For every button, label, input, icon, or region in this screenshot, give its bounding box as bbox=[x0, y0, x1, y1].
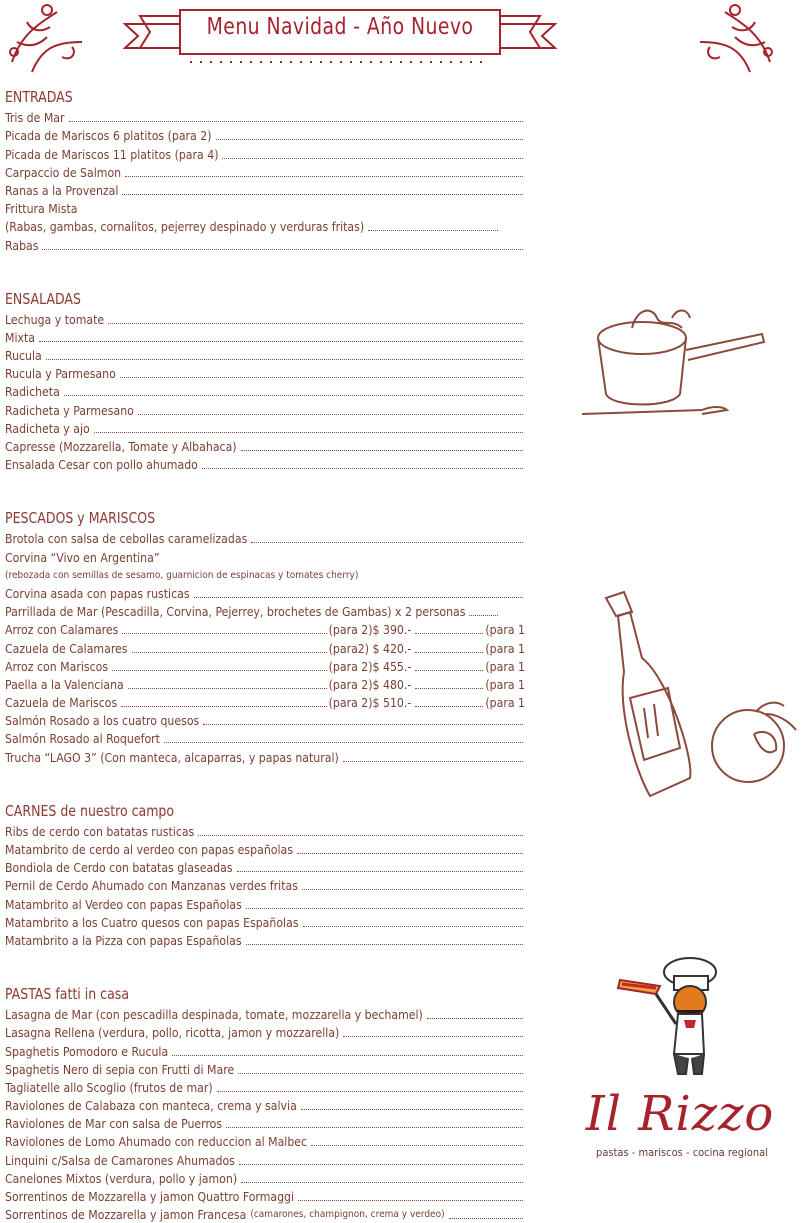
menu-item-name: Rucula bbox=[5, 349, 42, 364]
section-spacer bbox=[5, 949, 525, 983]
menu-item-price: (para2) $ 420.- bbox=[328, 641, 412, 656]
leader-dots bbox=[46, 359, 523, 360]
menu-item-name: Canelones Mixtos (verdura, pollo y jamon) bbox=[5, 1171, 238, 1186]
section-spacer bbox=[5, 473, 525, 507]
menu-item bbox=[5, 1096, 525, 1114]
menu-item-name: Cazuela de Calamares bbox=[5, 641, 128, 656]
menu-item-portion: (para 1 bbox=[485, 641, 525, 656]
menu-item bbox=[5, 675, 525, 693]
menu-item-name: Ranas a la Provenzal bbox=[5, 183, 119, 198]
menu-item bbox=[5, 400, 525, 418]
menu-item-name: Salmón Rosado a los cuatro quesos bbox=[5, 714, 200, 729]
section-title: PESCADOS y MARISCOS bbox=[5, 509, 156, 528]
leader-dots bbox=[251, 542, 523, 543]
leader-dots bbox=[64, 395, 523, 396]
menu-item-price: (para 2)$ 480.- bbox=[328, 677, 412, 692]
cooking-pot-illustration bbox=[582, 298, 772, 433]
leader-dots bbox=[241, 450, 523, 451]
menu-item-name: Raviolones de Lomo Ahumado con reduccion al Malbec bbox=[5, 1135, 308, 1150]
ornament-icon bbox=[690, 2, 780, 82]
menu-item-price: (para 2)$ 510.- bbox=[328, 696, 412, 711]
menu-item-name: Corvina “Vivo en Argentina” bbox=[5, 550, 160, 565]
leader-dots bbox=[216, 139, 523, 140]
leader-dots bbox=[241, 1182, 523, 1183]
leader-dots bbox=[298, 1200, 523, 1201]
menu-item bbox=[5, 822, 525, 840]
leader-dots bbox=[343, 1036, 523, 1037]
leader-dots bbox=[39, 341, 523, 342]
menu-item-name: Spaghetis Pomodoro e Rucula bbox=[5, 1044, 169, 1059]
menu-item bbox=[5, 346, 525, 364]
menu-item-name: Radicheta bbox=[5, 385, 60, 400]
leader-dots bbox=[122, 633, 326, 634]
leader-dots bbox=[122, 194, 523, 195]
menu-section bbox=[5, 983, 525, 1223]
menu-item-name: Matambrito a la Pizza con papas Españolas bbox=[5, 933, 242, 948]
leader-dots bbox=[238, 1073, 523, 1074]
leader-dots bbox=[415, 688, 483, 689]
menu-item-name: Picada de Mariscos 11 platitos (para 4) bbox=[5, 147, 219, 162]
section-spacer bbox=[5, 766, 525, 800]
leader-dots bbox=[112, 670, 327, 671]
menu-item bbox=[5, 876, 525, 894]
leader-dots bbox=[194, 597, 523, 598]
leader-dots bbox=[120, 377, 523, 378]
logo-name: Il Rizzo bbox=[585, 1086, 775, 1142]
leader-dots bbox=[222, 158, 523, 159]
leader-dots bbox=[368, 230, 498, 231]
section-title: CARNES de nuestro campo bbox=[5, 801, 175, 820]
leader-dots bbox=[217, 1091, 523, 1092]
menu-item-name: Salmón Rosado al Roquefort bbox=[5, 732, 160, 747]
tomato-illustration bbox=[706, 694, 804, 786]
menu-item bbox=[5, 217, 500, 235]
menu-item bbox=[5, 455, 525, 473]
menu-item-name: Paella a la Valenciana bbox=[5, 677, 124, 692]
menu-item-name: Arroz con Mariscos bbox=[5, 659, 109, 674]
menu-item bbox=[5, 566, 525, 584]
leader-dots bbox=[172, 1055, 523, 1056]
leader-dots bbox=[415, 652, 483, 653]
menu-item bbox=[5, 711, 525, 729]
menu-item bbox=[5, 1005, 525, 1023]
menu-item bbox=[5, 328, 525, 346]
menu-item-name: Brotola con salsa de cebollas caramelizadas bbox=[5, 532, 248, 547]
leader-dots bbox=[449, 1218, 523, 1219]
menu-item-name: Rabas bbox=[5, 238, 39, 253]
leader-dots bbox=[415, 633, 483, 634]
menu-item bbox=[5, 1060, 525, 1078]
menu-item bbox=[5, 747, 525, 765]
leader-dots bbox=[203, 724, 523, 725]
leader-dots bbox=[301, 1109, 523, 1110]
menu-item-name: Parrillada de Mar (Pescadilla, Corvina, Pejerrey, brochetes de Gambas) x 2 personas bbox=[5, 605, 466, 620]
menu-item-name: Linquini c/Salsa de Camarones Ahumados bbox=[5, 1153, 235, 1168]
menu-item bbox=[5, 729, 525, 747]
leader-dots bbox=[311, 1145, 523, 1146]
menu-section bbox=[5, 86, 525, 254]
menu-item-name: Matambrito a los Cuatro quesos con papas Españolas bbox=[5, 915, 299, 930]
menu-item bbox=[5, 382, 525, 400]
section-title: PASTAS fatti in casa bbox=[5, 984, 130, 1003]
menu-item-name: Spaghetis Nero di sepia con Frutti di Mare bbox=[5, 1062, 235, 1077]
leader-dots bbox=[246, 908, 523, 909]
menu-item bbox=[5, 931, 525, 949]
leader-dots bbox=[121, 706, 326, 707]
menu-item-name: Matambrito de cerdo al verdeo con papas españolas bbox=[5, 843, 293, 857]
menu-item-name: Radicheta y Parmesano bbox=[5, 403, 134, 418]
leader-dots bbox=[237, 871, 523, 872]
menu-item bbox=[5, 437, 525, 455]
menu-item bbox=[5, 1041, 525, 1059]
menu-item bbox=[5, 163, 525, 181]
menu-item bbox=[5, 1205, 525, 1223]
leader-dots bbox=[297, 853, 523, 854]
menu-item-name: Corvina asada con papas rusticas bbox=[5, 586, 190, 601]
menu-item-portion: (para 1 bbox=[485, 677, 525, 692]
menu-item-price: (para 2)$ 390.- bbox=[328, 623, 412, 638]
leader-dots bbox=[302, 889, 523, 890]
menu-item bbox=[5, 126, 525, 144]
leader-dots bbox=[164, 742, 523, 743]
menu-item bbox=[5, 584, 525, 602]
leader-dots bbox=[239, 1164, 523, 1165]
menu-item bbox=[5, 620, 525, 638]
menu-item-name: Lechuga y tomate bbox=[5, 312, 105, 327]
menu-item bbox=[5, 235, 525, 253]
leader-dots bbox=[138, 414, 523, 415]
wine-bottle-illustration bbox=[598, 588, 708, 800]
leader-dots bbox=[303, 926, 523, 927]
menu-item bbox=[5, 1150, 525, 1168]
menu-item-name: Carpaccio de Salmon bbox=[5, 165, 122, 180]
menu-item-portion: (para 1 bbox=[485, 696, 525, 711]
leader-dots bbox=[132, 652, 327, 653]
menu-item bbox=[5, 840, 525, 858]
menu-item-name: Rucula y Parmesano bbox=[5, 367, 116, 382]
menu-section bbox=[5, 800, 525, 949]
menu-item-note: (camarones, champignon, crema y verdeo) bbox=[250, 1209, 445, 1221]
menu-item-name: Raviolones de Mar con salsa de Puerros bbox=[5, 1117, 223, 1132]
section-title: ENTRADAS bbox=[5, 88, 73, 106]
page-title: Menu Navidad - Año Nuevo bbox=[206, 14, 474, 40]
menu-item-name: Ribs de cerdo con batatas rusticas bbox=[5, 824, 195, 839]
menu-item bbox=[5, 1169, 525, 1187]
menu-item-portion: (para 1 bbox=[485, 623, 525, 638]
leader-dots bbox=[226, 1127, 523, 1128]
menu-item-name: Ensalada Cesar con pollo ahumado bbox=[5, 458, 198, 473]
menu-item-name: Tris de Mar bbox=[5, 111, 65, 126]
menu-item-name: Capresse (Mozzarella, Tomate y Albahaca) bbox=[5, 440, 237, 454]
menu-item-name: Matambrito al Verdeo con papas Españolas bbox=[5, 897, 242, 912]
menu-item bbox=[5, 894, 525, 912]
menu-item bbox=[5, 1023, 525, 1041]
menu-item bbox=[5, 602, 500, 620]
menu-item-name: Trucha “LAGO 3” (Con manteca, alcaparras, y papas natural) bbox=[5, 750, 339, 765]
leader-dots bbox=[427, 1018, 523, 1019]
leader-dots bbox=[246, 944, 523, 945]
menu-item bbox=[5, 858, 525, 876]
menu-item bbox=[5, 1078, 525, 1096]
leader-dots bbox=[198, 835, 523, 836]
menu-item-name: Lasagna de Mar (con pescadilla despinada, tomate, mozzarella y bechamel) bbox=[5, 1008, 423, 1023]
menu-item bbox=[5, 693, 525, 711]
menu-item-name: Pernil de Cerdo Ahumado con Manzanas verdes fritas bbox=[5, 879, 298, 894]
menu-item bbox=[5, 638, 525, 656]
menu-item-name: Arroz con Calamares bbox=[5, 623, 119, 638]
leader-dots bbox=[343, 761, 523, 762]
ornament-icon bbox=[2, 2, 92, 82]
leader-dots bbox=[108, 323, 523, 324]
menu-item bbox=[5, 1132, 525, 1150]
menu-item bbox=[5, 529, 525, 547]
menu-item-name: Raviolones de Calabaza con manteca, crema y salvia bbox=[5, 1099, 297, 1114]
menu-item-name: Frittura Mista bbox=[5, 202, 78, 217]
menu-item bbox=[5, 181, 525, 199]
leader-dots bbox=[202, 468, 523, 469]
menu-item-name: Lasagna Rellena (verdura, pollo, ricotta, jamon y mozzarella) bbox=[5, 1026, 340, 1041]
menu-item-price: (para 2)$ 455.- bbox=[328, 659, 412, 674]
section-spacer bbox=[5, 254, 525, 288]
menu-item bbox=[5, 1114, 525, 1132]
menu-item bbox=[5, 199, 525, 217]
menu-item bbox=[5, 144, 525, 162]
menu-item-name: Mixta bbox=[5, 330, 36, 345]
logo-tagline: pastas - mariscos - cocina regional bbox=[596, 1146, 768, 1159]
leader-dots bbox=[128, 688, 327, 689]
leader-dots bbox=[42, 249, 523, 250]
menu-section bbox=[5, 507, 525, 765]
section-title: ENSALADAS bbox=[5, 289, 81, 308]
menu-item-name: Tagliatelle allo Scoglio (frutos de mar) bbox=[5, 1080, 213, 1095]
menu-item bbox=[5, 310, 525, 328]
menu-item bbox=[5, 108, 525, 126]
menu-item-name: Radicheta y ajo bbox=[5, 421, 90, 436]
menu-item bbox=[5, 547, 525, 565]
menu-item-name: Sorrentinos de Mozzarella y jamon Quattro Formaggi bbox=[5, 1190, 295, 1204]
menu-item bbox=[5, 913, 525, 931]
menu-item-name: (rebozada con semillas de sesamo, guarnicion de espinacas y tomates cherry) bbox=[5, 569, 359, 581]
menu-list bbox=[5, 86, 525, 1223]
menu-item-name: Picada de Mariscos 6 platitos (para 2) bbox=[5, 129, 212, 144]
menu-item-name: Sorrentinos de Mozzarella y jamon Francesa bbox=[5, 1208, 247, 1223]
menu-item-name: (Rabas, gambas, cornalitos, pejerrey despinado y verduras fritas) bbox=[5, 220, 365, 235]
menu-item bbox=[5, 419, 525, 437]
leader-dots bbox=[469, 615, 498, 616]
menu-item-name: Cazuela de Mariscos bbox=[5, 696, 118, 711]
leader-dots bbox=[94, 432, 523, 433]
chef-mascot-illustration bbox=[612, 954, 728, 1082]
menu-item-portion: (para 1 bbox=[485, 659, 525, 674]
menu-item bbox=[5, 364, 525, 382]
menu-item bbox=[5, 1187, 525, 1205]
menu-item bbox=[5, 657, 525, 675]
menu-item-name: Bondiola de Cerdo con batatas glaseadas bbox=[5, 861, 233, 876]
leader-dots bbox=[415, 706, 483, 707]
leader-dots bbox=[415, 670, 483, 671]
menu-section bbox=[5, 288, 525, 474]
leader-dots bbox=[125, 176, 523, 177]
leader-dots bbox=[69, 121, 523, 122]
